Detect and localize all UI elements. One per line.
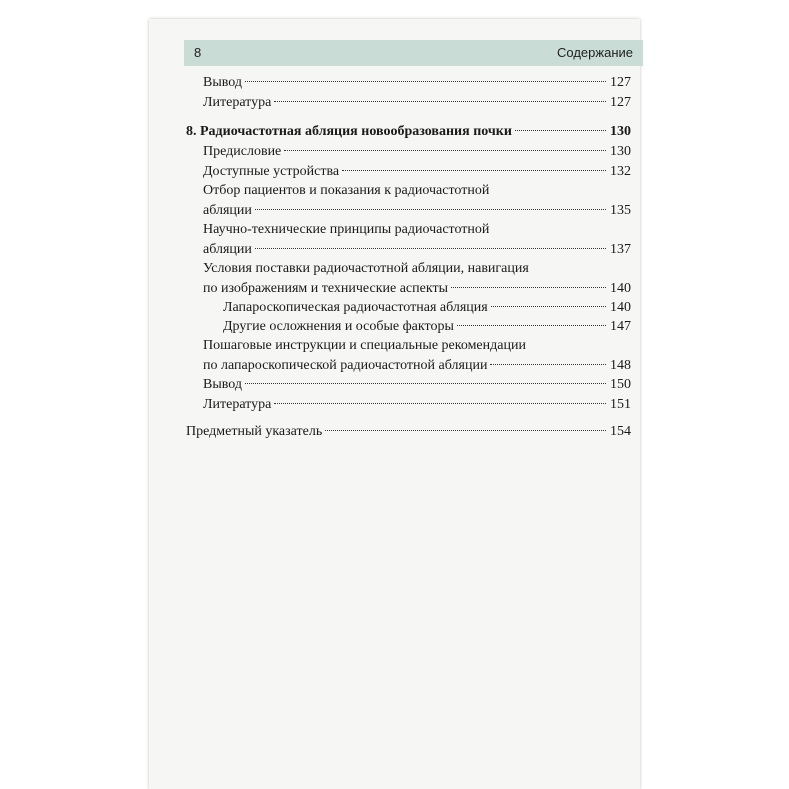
toc-entry-title: Литература <box>203 397 272 412</box>
page-header <box>184 40 643 66</box>
toc-entry-page: 130 <box>610 144 631 159</box>
toc-entry-page: 147 <box>610 319 631 334</box>
toc-entry-title-line1: Научно-технические принципы радиочастотной <box>203 222 490 237</box>
toc-entry-subject-index <box>186 424 631 444</box>
toc-entry-title: Лапароскопическая радиочастотная абляция <box>223 300 488 315</box>
toc-entry-title: Вывод <box>203 377 242 392</box>
toc-entry-title: по изображениям и технические аспекты <box>203 281 448 296</box>
toc-entry-title-line1: Отбор пациентов и показания к радиочастотной <box>203 183 490 198</box>
toc-entry-conclusion <box>186 75 631 95</box>
toc-entry-title: Вывод <box>203 75 242 90</box>
toc-entry-title: Литература <box>203 95 272 110</box>
toc-entry-page: 140 <box>610 300 631 315</box>
toc-chapter-8 <box>186 124 631 144</box>
toc-entry-preface <box>186 144 631 164</box>
toc-entry-title: 8. Радиочастотная абляция новообразования почки <box>186 124 512 139</box>
toc-entry-page: 127 <box>610 75 631 90</box>
toc-entry-page: 135 <box>610 203 631 218</box>
toc-entry-title-line1: Условия поставки радиочастотной абляции, навигация <box>203 261 529 276</box>
toc-entry-title: Доступные устройства <box>203 164 340 179</box>
toc-entry-laparoscopic <box>186 300 631 320</box>
toc-entry-page: 154 <box>610 424 631 439</box>
page-number: 8 <box>194 45 202 60</box>
toc-entry-title: Предметный указатель <box>186 424 323 439</box>
toc-entry-page: 148 <box>610 358 631 373</box>
toc-entry-title: Другие осложнения и особые факторы <box>223 319 454 334</box>
toc-entry-title: абляции <box>203 242 252 257</box>
toc-entry-patient-selection <box>186 183 631 223</box>
toc-entry-page: 137 <box>610 242 631 257</box>
toc-entry-title-line1: Пошаговые инструкции и специальные рекомендации <box>203 338 526 353</box>
toc-entry-principles <box>186 222 631 262</box>
toc-entry-devices <box>186 164 631 184</box>
toc-entry-page: 140 <box>610 281 631 296</box>
toc-entry-literature <box>186 95 631 115</box>
toc-entry-literature-2 <box>186 397 631 417</box>
toc-entry-instructions <box>186 338 631 378</box>
toc-entry-title: Предисловие <box>203 144 282 159</box>
section-title: Содержание <box>557 45 633 60</box>
toc-entry-title: по лапароскопической радиочастотной абляции <box>203 358 488 373</box>
toc-entry-page: 150 <box>610 377 631 392</box>
toc-entry-complications <box>186 319 631 339</box>
toc-entry-delivery <box>186 261 631 301</box>
toc-entry-conclusion-2 <box>186 377 631 397</box>
toc-entry-page: 151 <box>610 397 631 412</box>
toc-entry-page: 130 <box>610 124 631 139</box>
toc-entry-title: абляции <box>203 203 252 218</box>
toc-entry-page: 127 <box>610 95 631 110</box>
toc-entry-page: 132 <box>610 164 631 179</box>
